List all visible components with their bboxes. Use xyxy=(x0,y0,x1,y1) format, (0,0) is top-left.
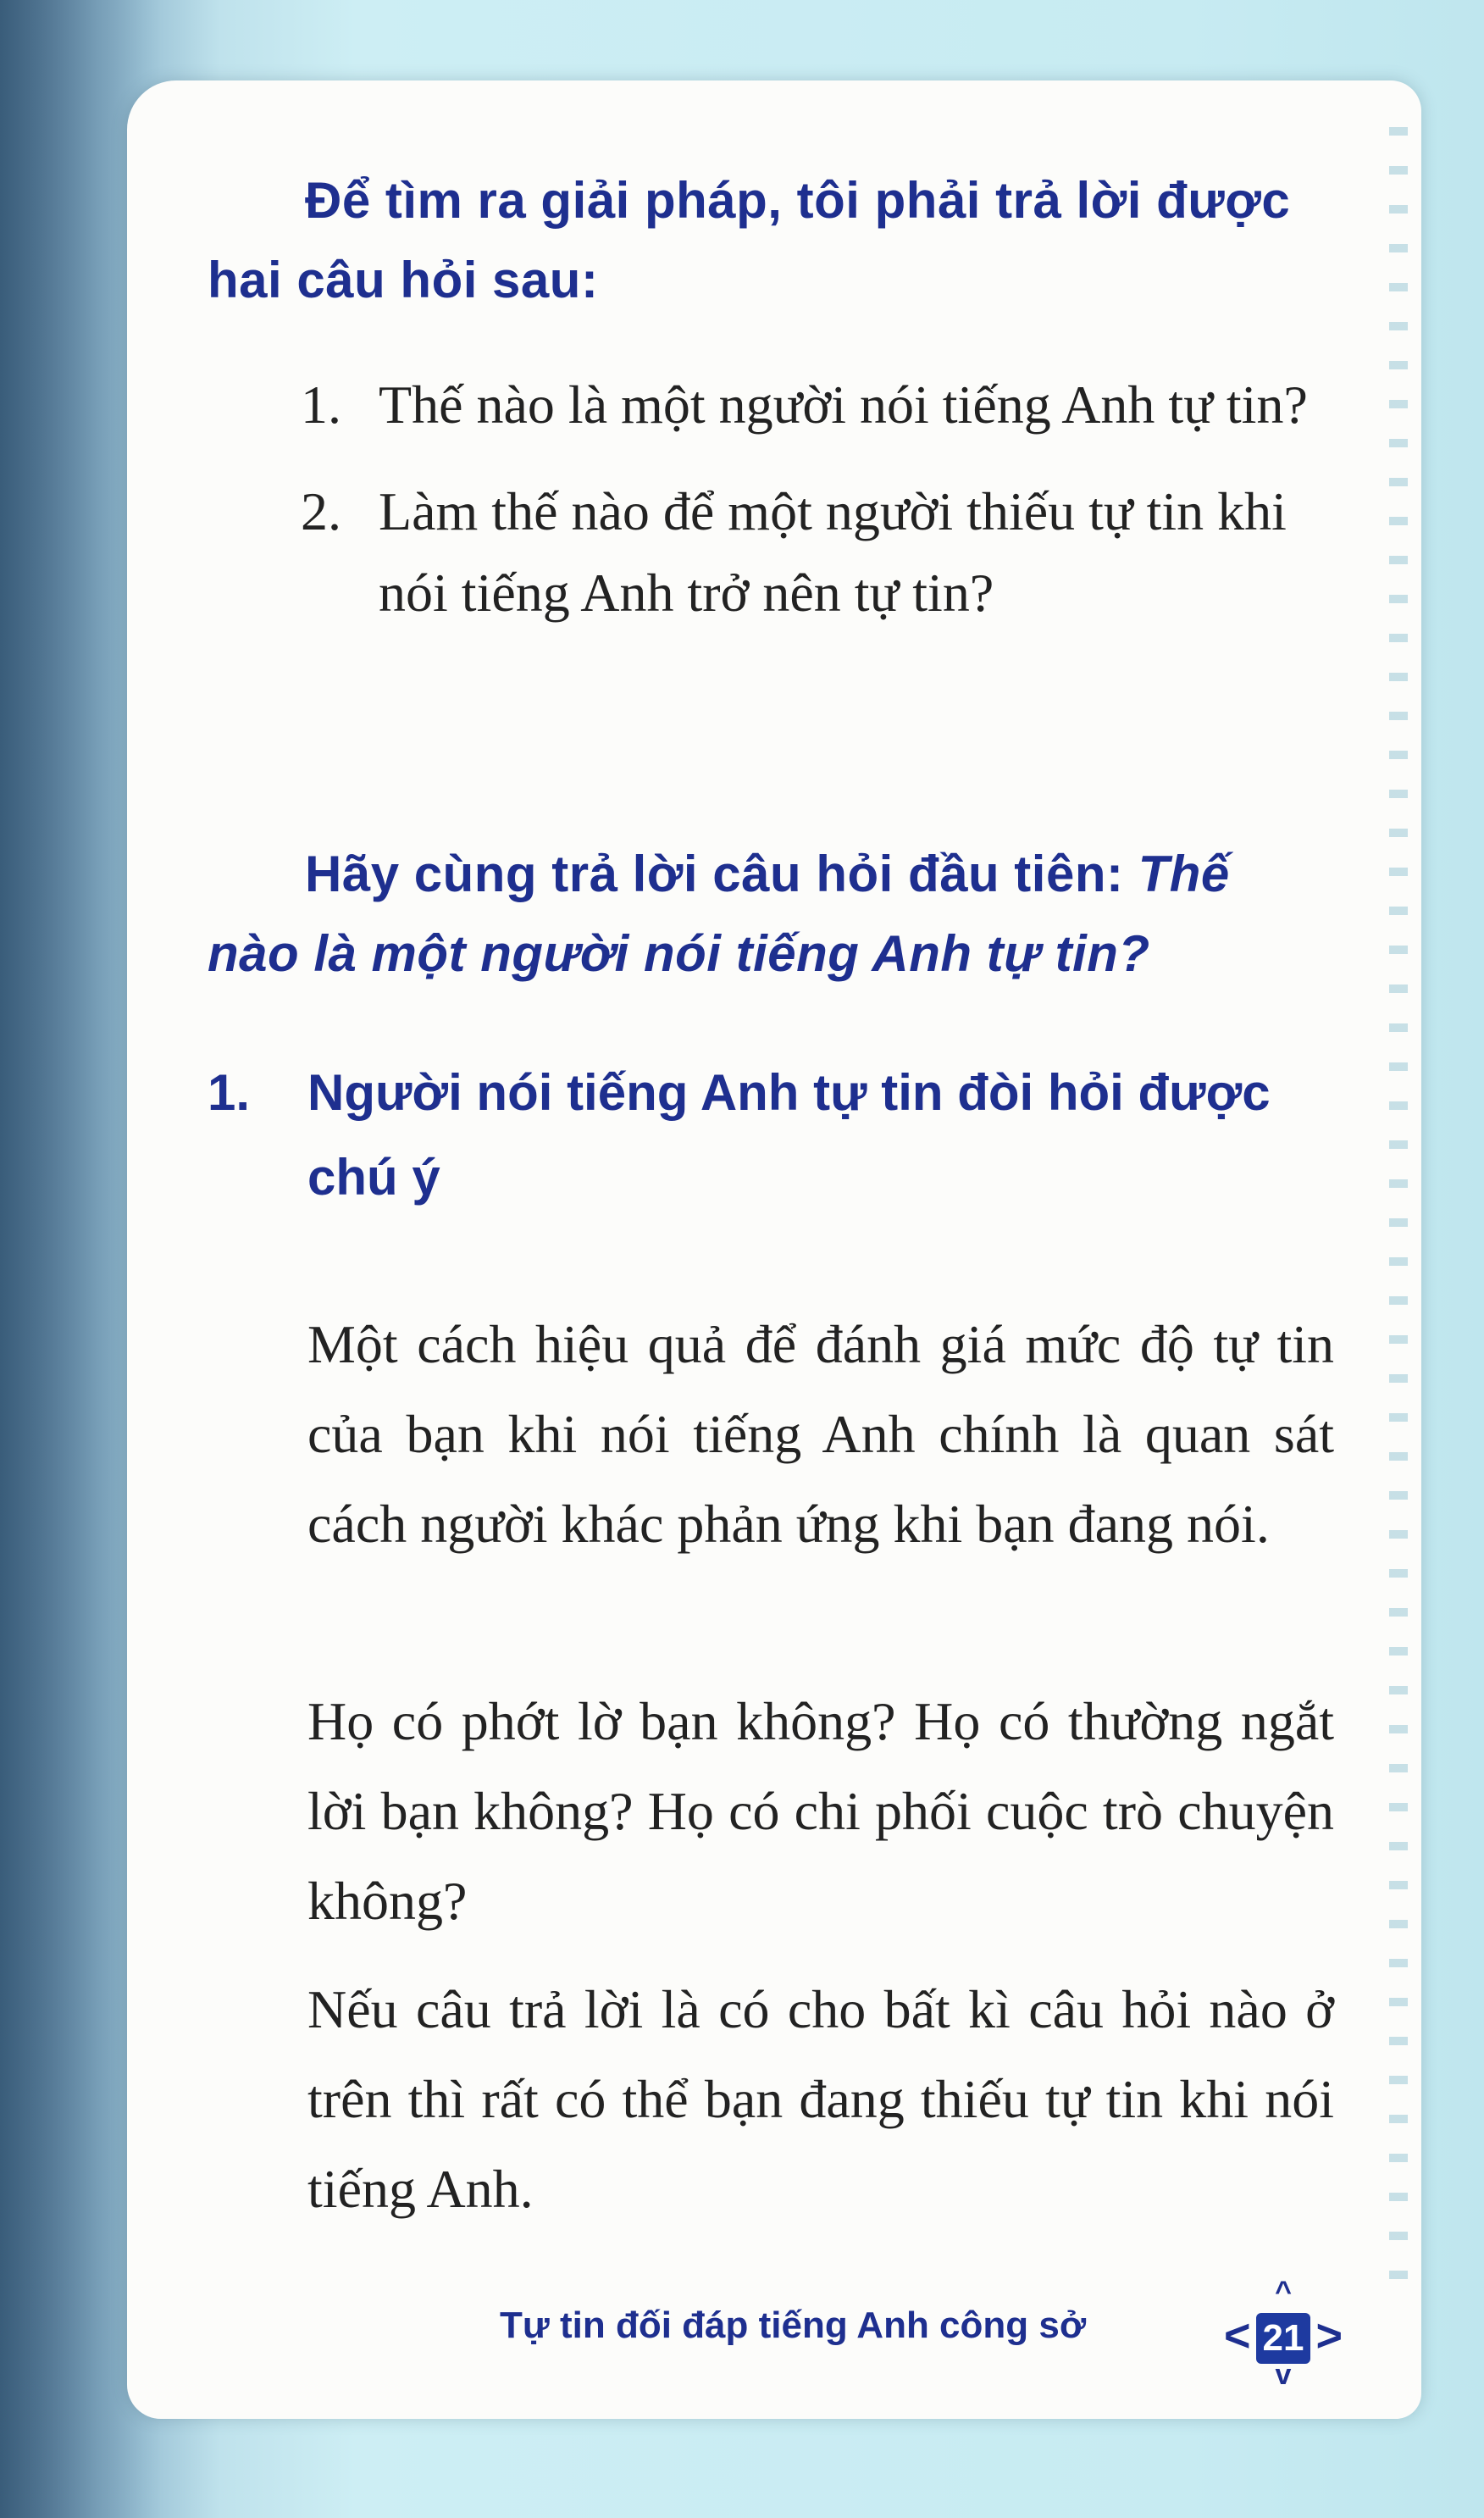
question-list xyxy=(301,364,1334,659)
body-paragraph: Nếu câu trả lời là có cho bất kì câu hỏi nào ở trên thì rất có thể bạn đang thiếu tự tin khi nói tiếng Anh. xyxy=(307,1979,1334,2219)
section-heading xyxy=(208,1051,1334,1220)
question-item xyxy=(301,364,1334,446)
question-text: Thế nào là một người nói tiếng Anh tự tin? xyxy=(379,374,1308,435)
page-number: 21 xyxy=(1256,2313,1310,2364)
intro-heading: Để tìm ra giải pháp, tôi phải trả lời được hai câu hỏi sau: xyxy=(208,172,1291,308)
section-title: Người nói tiếng Anh tự tin đòi hỏi được chú ý xyxy=(307,1064,1271,1206)
second-heading-lead: Hãy cùng trả lời câu hỏi đầu tiên: xyxy=(305,846,1138,902)
second-heading-question: Thế nào là một người nói tiếng Anh tự tin? xyxy=(208,846,1230,982)
body-paragraph: Một cách hiệu quả để đánh giá mức độ tự tin của bạn khi nói tiếng Anh chính là quan sát cách người khác phản ứng khi bạn đang nói. xyxy=(307,1314,1334,1554)
footer-book-title: Tự tin đối đáp tiếng Anh công sở xyxy=(500,2304,1087,2346)
page-edge-perforation xyxy=(1389,127,1408,2296)
chevron-up-icon: ^ xyxy=(1275,2276,1292,2308)
body-paragraph: Họ có phớt lờ bạn không? Họ có thường ngắt lời bạn không? Họ có chi phối cuộc trò chuyện không? xyxy=(307,1691,1334,1931)
chevron-down-icon: v xyxy=(1275,2359,1292,2391)
question-text: Làm thế nào để một người thiếu tự tin khi nói tiếng Anh trở nên tự tin? xyxy=(379,481,1287,623)
second-heading xyxy=(208,835,1334,994)
chevron-left-icon: < xyxy=(1224,2310,1251,2361)
page-number-badge xyxy=(1224,2276,1343,2391)
section-number: 1. xyxy=(208,1064,251,1121)
question-item xyxy=(301,471,1334,634)
chevron-right-icon: > xyxy=(1315,2310,1343,2361)
question-number: 2. xyxy=(301,481,341,541)
question-number: 1. xyxy=(301,374,341,435)
